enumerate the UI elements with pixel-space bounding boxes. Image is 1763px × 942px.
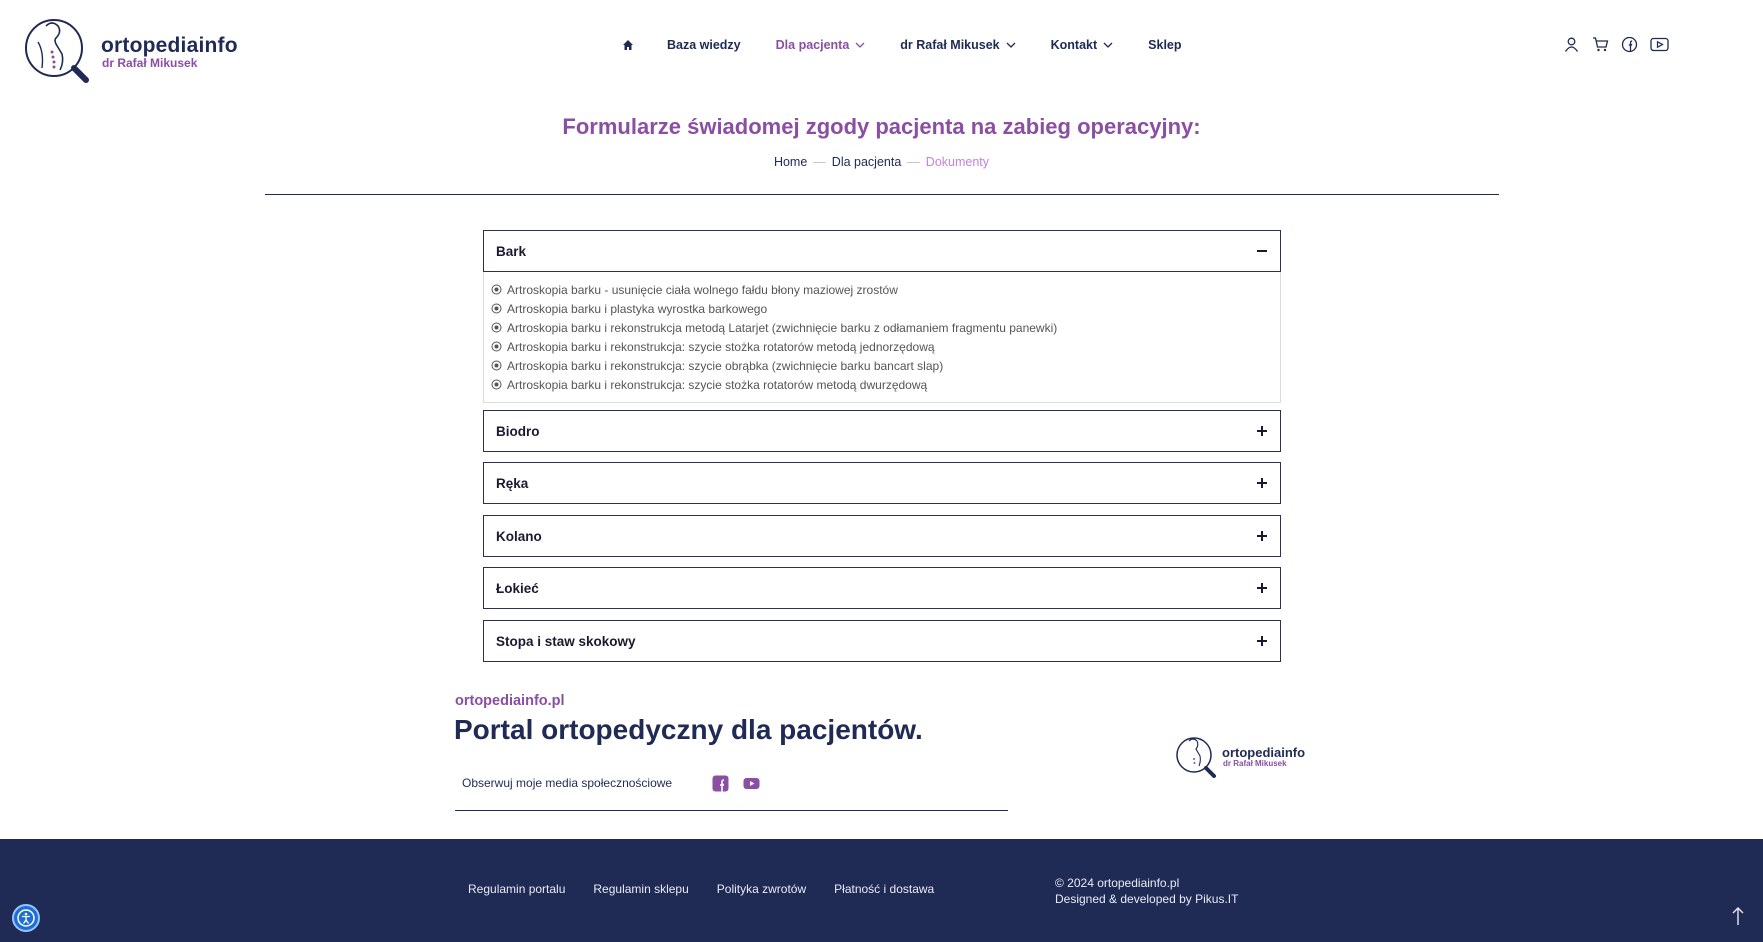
- plus-icon[interactable]: [1256, 530, 1268, 542]
- chevron-down-icon: [855, 40, 865, 50]
- plus-icon[interactable]: [1256, 425, 1268, 437]
- logo-mark-icon: [1175, 732, 1221, 784]
- minus-icon[interactable]: [1256, 245, 1268, 257]
- user-icon[interactable]: [1563, 36, 1580, 53]
- accessibility-icon: [14, 906, 38, 930]
- footer-follow-text: Obserwuj moje media społecznościowe: [462, 776, 673, 790]
- document-link[interactable]: [491, 375, 1273, 394]
- document-link[interactable]: [491, 337, 1273, 356]
- footer-copyright: [1055, 875, 1238, 907]
- radio-dot-icon: [491, 322, 502, 333]
- scroll-to-top-icon[interactable]: [1731, 906, 1745, 926]
- footer-logo-subtitle: dr Rafał Mikusek: [1223, 759, 1287, 768]
- accordion-label: Bark: [496, 243, 527, 259]
- footer-link-polityka-zwrotow[interactable]: Polityka zwrotów: [716, 882, 807, 896]
- document-link-label: Artroskopia barku i rekonstrukcja: szycie stożka rotatorów metodą jednorzędową: [507, 339, 935, 354]
- page-title: Formularze świadomej zgody pacjenta na zabieg operacyjny:: [562, 114, 1201, 139]
- document-link[interactable]: [491, 356, 1273, 375]
- radio-dot-icon: [491, 303, 502, 314]
- chevron-down-icon: [1103, 40, 1113, 50]
- facebook-icon[interactable]: [1621, 36, 1638, 53]
- header-icons: [1563, 36, 1681, 53]
- nav-dr-rafal-mikusek[interactable]: [900, 38, 1015, 52]
- radio-dot-icon: [491, 284, 502, 295]
- footer-link-platnosc-i-dostawa[interactable]: Płatność i dostawa: [834, 882, 935, 896]
- document-link[interactable]: [491, 318, 1273, 337]
- document-link-label: Artroskopia barku i rekonstrukcja: szycie stożka rotatorów metodą dwurzędową: [507, 377, 928, 392]
- accordion-section-stopa: [483, 620, 1281, 662]
- nav-kontakt[interactable]: [1051, 38, 1114, 52]
- logo-title: ortopediainfo: [101, 34, 238, 57]
- breadcrumb: [0, 155, 1763, 169]
- footer-link-regulamin-sklepu[interactable]: Regulamin sklepu: [593, 882, 689, 896]
- accordion-header-lokiec[interactable]: [483, 567, 1281, 609]
- footer-tagline: Portal ortopedyczny dla pacjentów.: [454, 714, 923, 745]
- nav-baza-wiedzy[interactable]: [667, 38, 741, 52]
- accordion-header-stopa[interactable]: [483, 620, 1281, 662]
- nav-dla-pacjenta[interactable]: [776, 38, 866, 52]
- site-logo[interactable]: [24, 12, 254, 94]
- accordion-header-biodro[interactable]: [483, 410, 1281, 452]
- copyright-text: © 2024 ortopediainfo.pl: [1055, 876, 1180, 890]
- accordion-label: Łokieć: [496, 580, 539, 596]
- footer-links: [468, 882, 962, 896]
- nav-label: dr Rafał Mikusek: [900, 38, 1000, 52]
- accordion-section-bark: [483, 230, 1281, 403]
- plus-icon[interactable]: [1256, 582, 1268, 594]
- youtube-icon[interactable]: [1650, 36, 1669, 53]
- radio-dot-icon: [491, 379, 502, 390]
- accordion-section-reka: [483, 462, 1281, 504]
- plus-icon[interactable]: [1256, 477, 1268, 489]
- site-footer: [0, 839, 1763, 942]
- radio-dot-icon: [491, 341, 502, 352]
- document-link-label: Artroskopia barku i plastyka wyrostka barkowego: [507, 301, 768, 316]
- accessibility-button[interactable]: [12, 904, 40, 932]
- breadcrumb-separator: —: [907, 155, 920, 169]
- footer-divider: [455, 810, 1008, 811]
- accordion-body-bark: [483, 272, 1281, 403]
- document-link-label: Artroskopia barku i rekonstrukcja: szycie obrąbka (zwichnięcie barku bancart slap): [507, 358, 944, 373]
- logo-mark-icon: [24, 12, 100, 92]
- breadcrumb-separator: —: [813, 155, 826, 169]
- chevron-down-icon: [1006, 40, 1016, 50]
- accordion-label: Kolano: [496, 528, 542, 544]
- facebook-icon[interactable]: [712, 775, 729, 792]
- footer-logo[interactable]: [1175, 732, 1315, 784]
- accordion-label: Ręka: [496, 475, 529, 491]
- accordion-section-biodro: [483, 410, 1281, 452]
- document-link[interactable]: [491, 299, 1273, 318]
- home-icon[interactable]: [622, 39, 634, 51]
- document-link-label: Artroskopia barku i rekonstrukcja metodą Latarjet (zwichnięcie barku z odłamaniem fragmentu panewki): [507, 320, 1058, 335]
- breadcrumb-parent[interactable]: Dla pacjenta: [831, 155, 902, 169]
- accordion-label: Biodro: [496, 423, 540, 439]
- footer-site-name: ortopediainfo.pl: [455, 693, 565, 709]
- cart-icon[interactable]: [1592, 36, 1609, 53]
- footer-link-regulamin-portalu[interactable]: Regulamin portalu: [468, 882, 566, 896]
- plus-icon[interactable]: [1256, 635, 1268, 647]
- radio-dot-icon: [491, 360, 502, 371]
- footer-logo-title: ortopediainfo: [1222, 745, 1306, 760]
- document-link-label: Artroskopia barku - usunięcie ciała wolnego fałdu błony maziowej zrostów: [507, 282, 898, 297]
- document-link[interactable]: [491, 280, 1273, 299]
- logo-subtitle: dr Rafał Mikusek: [102, 56, 198, 70]
- main-nav: [622, 34, 1217, 56]
- accordion-label: Stopa i staw skokowy: [496, 633, 636, 649]
- nav-label: Sklep: [1148, 38, 1182, 52]
- accordion-header-kolano[interactable]: [483, 515, 1281, 557]
- nav-label: Dla pacjenta: [775, 38, 850, 52]
- accordion-section-kolano: [483, 515, 1281, 557]
- accordion-header-reka[interactable]: [483, 462, 1281, 504]
- accordion-section-lokiec: [483, 567, 1281, 609]
- credits-text[interactable]: Designed & developed by Pikus.IT: [1055, 892, 1239, 906]
- youtube-icon[interactable]: [743, 775, 760, 792]
- breadcrumb-current: Dokumenty: [925, 155, 990, 169]
- title-divider: [265, 194, 1499, 195]
- footer-social: [712, 775, 774, 792]
- nav-sklep[interactable]: [1148, 38, 1181, 52]
- nav-label: Kontakt: [1050, 38, 1098, 52]
- site-header: [0, 0, 1763, 92]
- nav-label: Baza wiedzy: [667, 38, 741, 52]
- breadcrumb-home[interactable]: Home: [773, 155, 808, 169]
- accordion-header-bark[interactable]: [483, 230, 1281, 272]
